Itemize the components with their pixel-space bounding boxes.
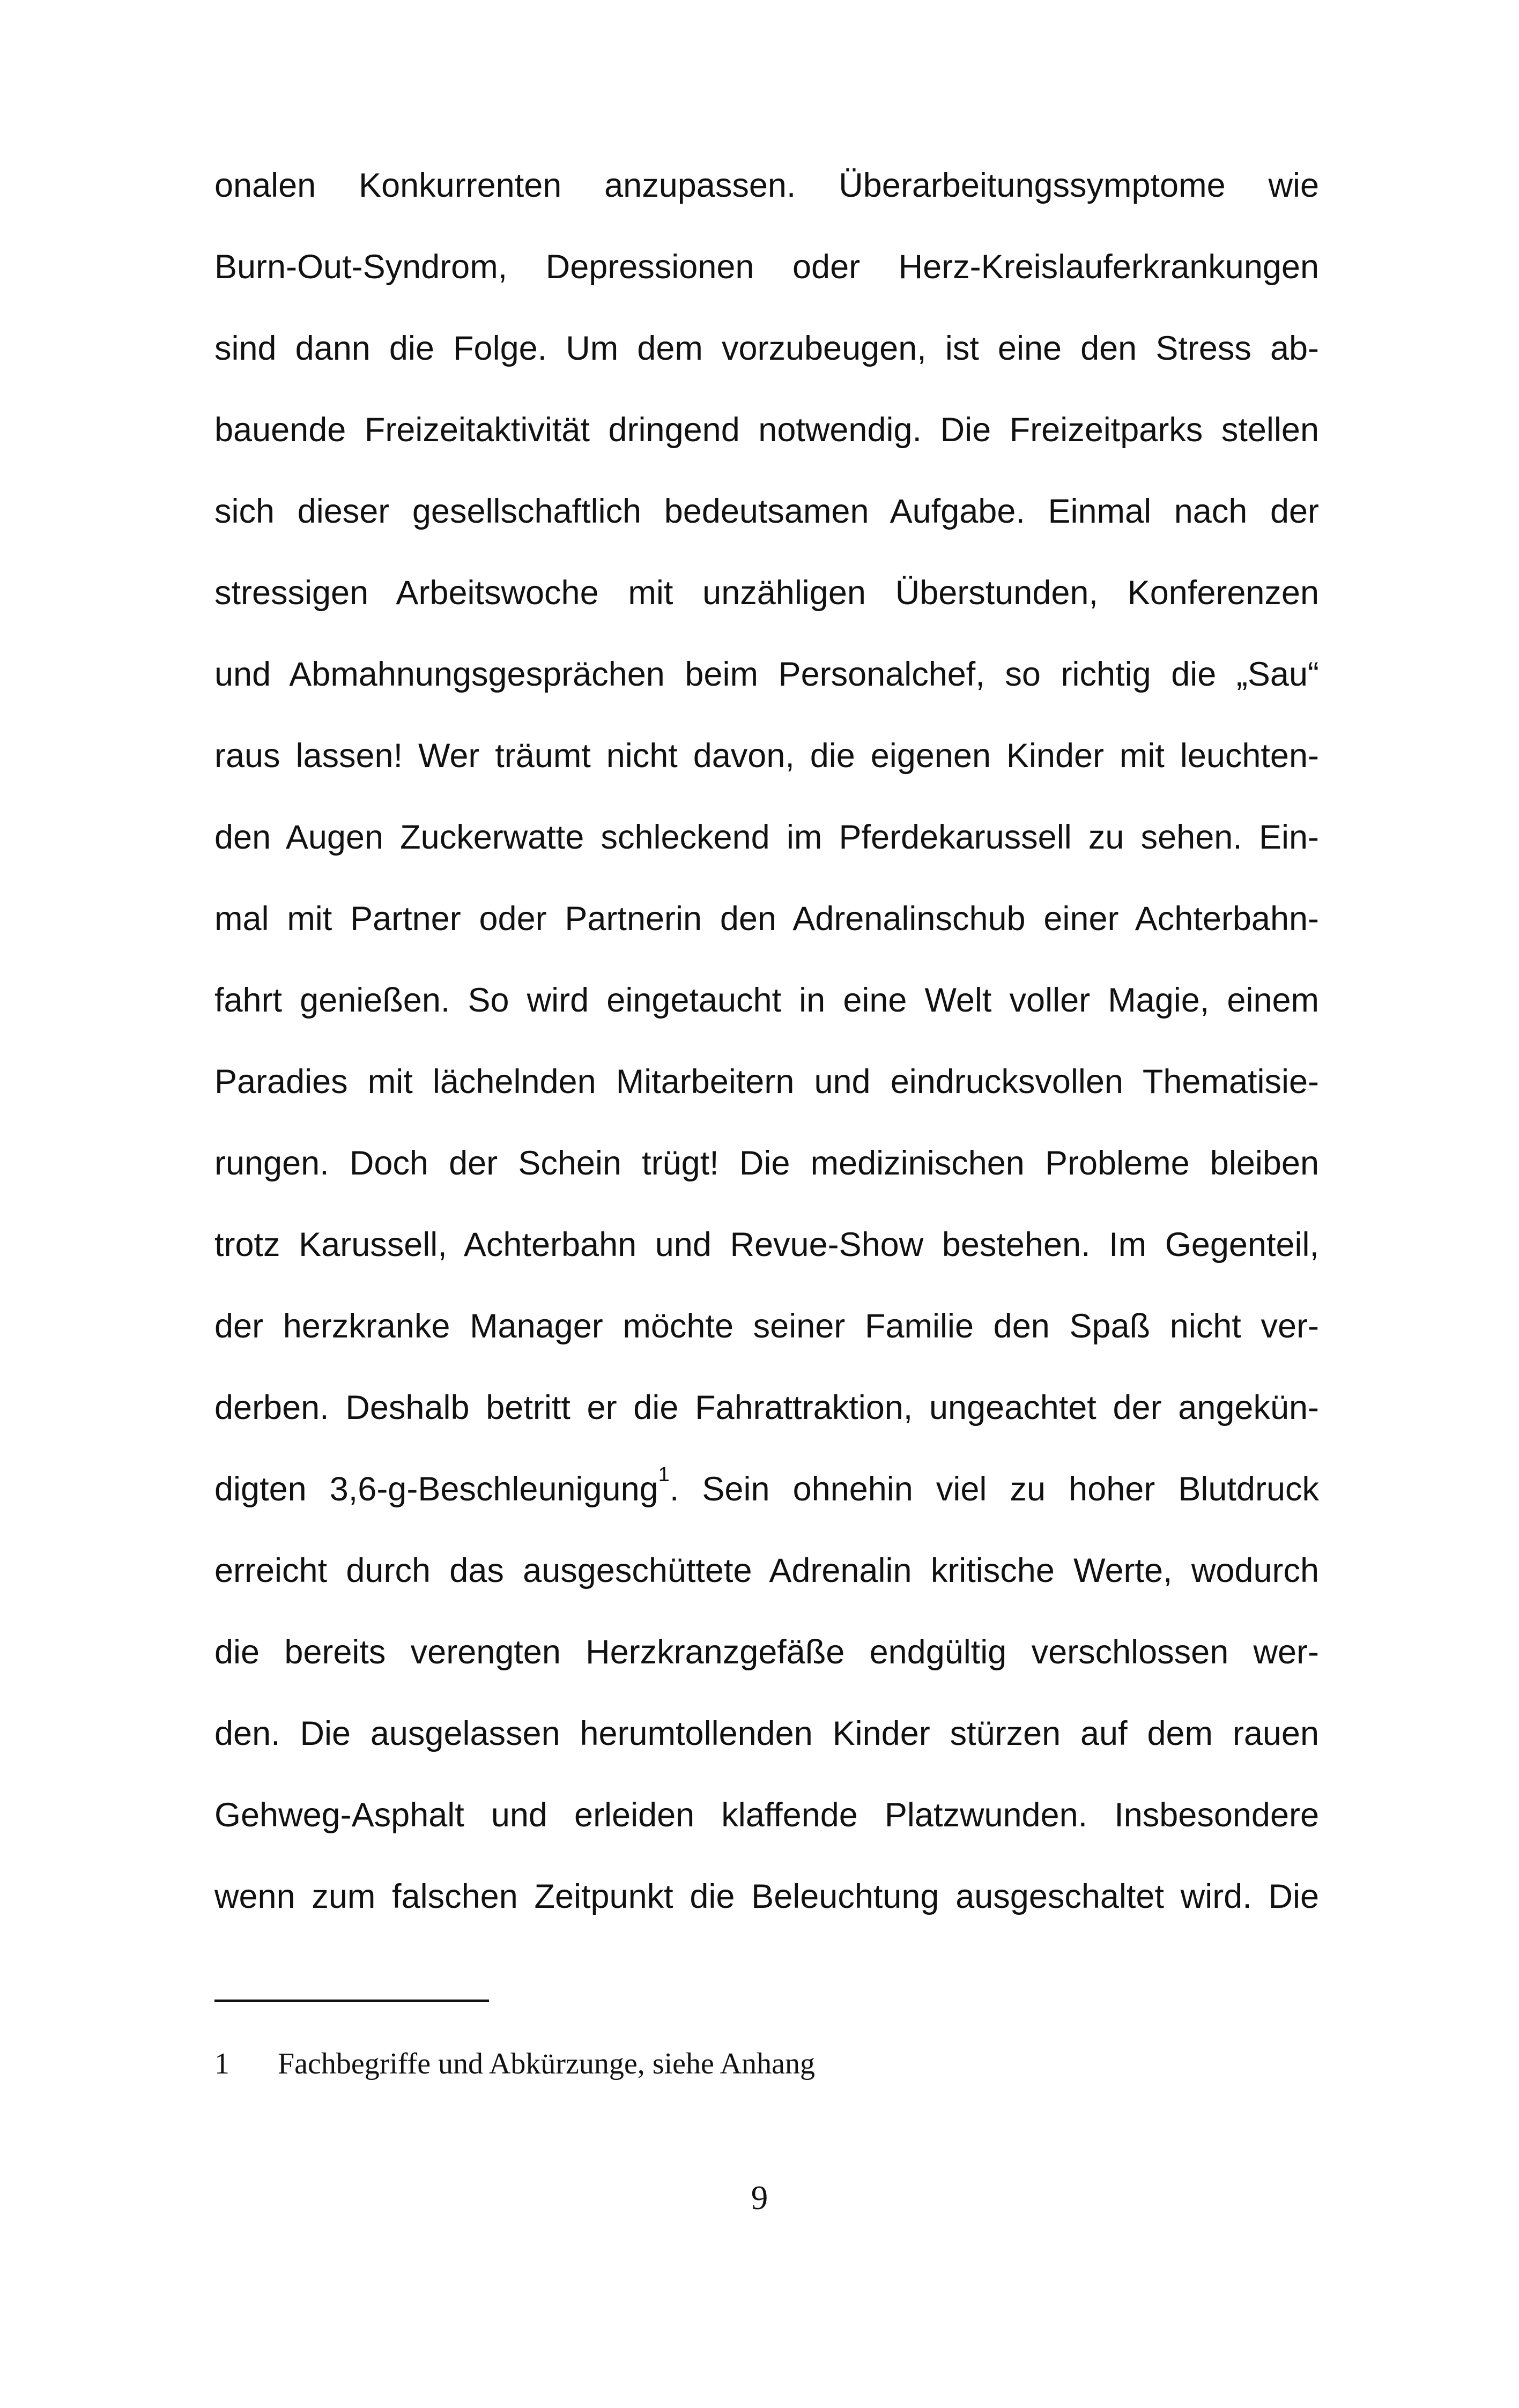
text-line: sind dann die Folge. Um dem vorzubeugen, ist eine den Stress ab- [214,330,1319,367]
text-line: mal mit Partner oder Partnerin den Adrenalinschub einer Achterbahn- [214,900,1319,938]
text-line: rungen. Doch der Schein trügt! Die medizinischen Probleme bleiben [214,1144,1319,1182]
text-line: Paradies mit lächelnden Mitarbeitern und eindrucksvollen Thematisie- [214,1063,1319,1101]
footnote-number: 1 [214,2047,229,2080]
text-line-with-footnote-ref [214,1448,1319,1530]
text-line: die bereits verengten Herzkranzgefäße endgültig verschlossen wer- [214,1633,1319,1671]
text-line: bauende Freizeitaktivität dringend notwendig. Die Freizeitparks stellen [214,411,1319,449]
text-line: der herzkranke Manager möchte seiner Familie den Spaß nicht ver- [214,1307,1319,1345]
line-text-before: digten 3,6-g-Beschleunigung [214,1470,658,1508]
text-line: sich dieser gesellschaftlich bedeutsamen Aufgabe. Einmal nach der [214,493,1319,530]
text-line: den Augen Zuckerwatte schleckend im Pferdekarussell zu sehen. Ein- [214,819,1319,856]
body-text [214,145,1319,1937]
text-line: wenn zum falschen Zeitpunkt die Beleuchtung ausgeschaltet wird. Die [214,1878,1319,1915]
text-line: Gehweg-Asphalt und erleiden klaffende Platzwunden. Insbesondere [214,1796,1319,1834]
text-line: stressigen Arbeitswoche mit unzähligen Überstunden, Konferenzen [214,574,1319,612]
footnote-reference[interactable]: 1 [658,1463,670,1486]
text-line: raus lassen! Wer träumt nicht davon, die eigenen Kinder mit leuchten- [214,737,1319,775]
footnote-text: Fachbegriffe und Abkürzunge, siehe Anhang [278,2047,816,2080]
text-line: Burn-Out-Syndrom, Depressionen oder Herz-Kreislauferkrankungen [214,248,1319,286]
footnote-divider [214,2000,489,2002]
text-line: trotz Karussell, Achterbahn und Revue-Show bestehen. Im Gegenteil, [214,1226,1319,1264]
page-number: 9 [751,2179,768,2217]
text-line: onalen Konkurrenten anzupassen. Überarbeitungssymptome wie [214,167,1319,204]
text-line: derben. Deshalb betritt er die Fahrattraktion, ungeachtet der angekün- [214,1389,1319,1426]
footnote [214,2045,1126,2083]
text-line: erreicht durch das ausgeschüttete Adrenalin kritische Werte, wodurch [214,1552,1319,1589]
text-line: den. Die ausgelassen herumtollenden Kinder stürzen auf dem rauen [214,1715,1319,1752]
text-line: und Abmahnungsgesprächen beim Personalchef, so richtig die „Sau“ [214,656,1319,693]
text-line: fahrt genießen. So wird eingetaucht in eine Welt voller Magie, einem [214,982,1319,1019]
line-text-after: . Sein ohnehin viel zu hoher Blutdruck [669,1470,1319,1508]
